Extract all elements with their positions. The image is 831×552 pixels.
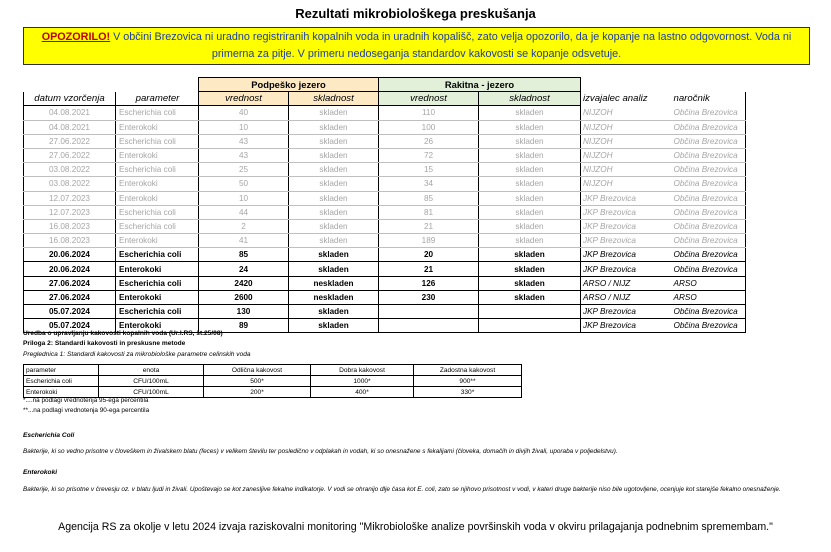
regulation-annex: Priloga 2: Standardi kakovosti in preskusne metode (23, 340, 186, 347)
cell-client: ARSO (668, 276, 746, 290)
cell-date: 04.08.2021 (24, 120, 116, 134)
cell-analyst: JKP Brezovica (581, 319, 668, 333)
regulation-table-caption: Preglednica 1: Standardi kakovosti za mikrobiološke parametre celinskih voda (23, 351, 251, 358)
cell-parameter: Escherichia coli (116, 305, 199, 319)
standards-row (24, 387, 522, 398)
cell-rakitna-value: 72 (379, 148, 479, 162)
cell-date: 27.06.2024 (24, 290, 116, 304)
cell-rakitna-value: 230 (379, 290, 479, 304)
cell-podpesko-compliance: skladen (289, 177, 379, 191)
cell-podpesko-compliance: skladen (289, 305, 379, 319)
cell-rakitna-compliance: skladen (479, 148, 581, 162)
cell-rakitna-value: 126 (379, 276, 479, 290)
cell-podpesko-compliance: skladen (289, 219, 379, 233)
cell-podpesko-value: 2 (199, 219, 289, 233)
header-analyst: izvajalec analiz (581, 92, 668, 106)
cell-rakitna-compliance: skladen (479, 205, 581, 219)
cell-analyst: JKP Brezovica (581, 205, 668, 219)
cell-rakitna-compliance (479, 319, 581, 333)
cell-date: 03.08.2022 (24, 163, 116, 177)
cell-date: 04.08.2021 (24, 106, 116, 120)
cell-podpesko-value: 25 (199, 163, 289, 177)
cell-analyst: JKP Brezovica (581, 234, 668, 248)
cell-podpesko-value: 41 (199, 234, 289, 248)
page-title: Rezultati mikrobiološkega preskušanja (295, 6, 536, 21)
cell-date: 20.06.2024 (24, 248, 116, 262)
cell-client: Občina Brezovica (668, 205, 746, 219)
cell-date: 03.08.2022 (24, 177, 116, 191)
cell-analyst: NIJZOH (581, 163, 668, 177)
cell-rakitna-compliance: skladen (479, 177, 581, 191)
cell-date: 12.07.2023 (24, 205, 116, 219)
cell-analyst: NIJZOH (581, 177, 668, 191)
table-row (24, 148, 746, 162)
cell-parameter: Enterokoki (116, 148, 199, 162)
header-parameter: parameter (116, 92, 199, 106)
table-row (24, 106, 746, 120)
cell-rakitna-value: 189 (379, 234, 479, 248)
cell-parameter: Enterokoki (116, 177, 199, 191)
cell-parameter: Escherichia coli (116, 134, 199, 148)
table-row (24, 120, 746, 134)
cell-rakitna-compliance: skladen (479, 106, 581, 120)
table-row (24, 234, 746, 248)
group-rakitna-jezero: Rakitna - jezero (379, 78, 581, 92)
cell-rakitna-compliance (479, 305, 581, 319)
standards-cell: 330* (414, 387, 522, 398)
cell-date: 05.07.2024 (24, 305, 116, 319)
standards-table (23, 364, 522, 398)
cell-analyst: NIJZOH (581, 120, 668, 134)
cell-podpesko-value: 10 (199, 120, 289, 134)
cell-parameter: Escherichia coli (116, 276, 199, 290)
ecoli-description: Bakterije, ki so vedno prisotne v človeškem in živalskem blatu (feces) v velikem številu ter posledično v odplakah in vodah, ki so onesnažene s fekalijami (človeka, domačih in divjih živali, uporaba v poljedelstvu). (23, 448, 618, 455)
standards-cell: 400* (311, 387, 414, 398)
cell-podpesko-compliance: neskladen (289, 276, 379, 290)
standards-cell: 900** (414, 376, 522, 387)
standards-header-cell: Dobra kakovost (311, 365, 414, 376)
cell-analyst: ARSO / NIJZ (581, 290, 668, 304)
cell-client: Občina Brezovica (668, 219, 746, 233)
cell-client: Občina Brezovica (668, 120, 746, 134)
cell-client: Občina Brezovica (668, 148, 746, 162)
cell-rakitna-value: 21 (379, 262, 479, 276)
cell-parameter: Enterokoki (116, 120, 199, 134)
standards-row (24, 376, 522, 387)
cell-podpesko-compliance: neskladen (289, 290, 379, 304)
cell-parameter: Enterokoki (116, 290, 199, 304)
cell-date: 16.08.2023 (24, 219, 116, 233)
regulation-title: Uredba o upravljanju kakovosti kopalnih voda (Ur.l.RS, št.25/08) (23, 330, 223, 337)
table-row (24, 177, 746, 191)
table-row (24, 248, 746, 262)
cell-analyst: NIJZOH (581, 106, 668, 120)
cell-rakitna-compliance: skladen (479, 163, 581, 177)
cell-podpesko-value: 43 (199, 134, 289, 148)
cell-rakitna-value: 85 (379, 191, 479, 205)
cell-client: Občina Brezovica (668, 163, 746, 177)
cell-client: ARSO (668, 290, 746, 304)
cell-rakitna-value (379, 319, 479, 333)
cell-date: 12.07.2023 (24, 191, 116, 205)
cell-parameter: Enterokoki (116, 319, 199, 333)
cell-analyst: JKP Brezovica (581, 262, 668, 276)
cell-client: Občina Brezovica (668, 134, 746, 148)
cell-podpesko-compliance: skladen (289, 319, 379, 333)
cell-rakitna-compliance: skladen (479, 120, 581, 134)
cell-rakitna-compliance: skladen (479, 134, 581, 148)
warning-text: V občini Brezovica ni uradno registriranih kopalnih voda in uradnih kopališč, zato velja opozorilo, da je kopanje na lastno odgovornost. Voda ni primerna za pitje. V primeru nedoseganja standardov kakovosti se kopanje odsvetuje. (110, 31, 792, 60)
table-row (24, 191, 746, 205)
cell-analyst: NIJZOH (581, 148, 668, 162)
cell-analyst: NIJZOH (581, 134, 668, 148)
cell-rakitna-value (379, 305, 479, 319)
cell-analyst: JKP Brezovica (581, 248, 668, 262)
standards-header-cell: enota (99, 365, 204, 376)
cell-rakitna-compliance: skladen (479, 290, 581, 304)
cell-podpesko-value: 44 (199, 205, 289, 219)
header-rakitna-value: vrednost (379, 92, 479, 106)
cell-podpesko-compliance: skladen (289, 163, 379, 177)
cell-client: Občina Brezovica (668, 248, 746, 262)
cell-client: Občina Brezovica (668, 305, 746, 319)
cell-analyst: JKP Brezovica (581, 219, 668, 233)
cell-client: Občina Brezovica (668, 319, 746, 333)
cell-podpesko-compliance: skladen (289, 191, 379, 205)
standards-header-row (24, 365, 522, 376)
cell-podpesko-value: 130 (199, 305, 289, 319)
cell-parameter: Escherichia coli (116, 163, 199, 177)
cell-date: 27.06.2022 (24, 134, 116, 148)
header-date: datum vzorčenja (24, 92, 116, 106)
table-row (24, 262, 746, 276)
cell-podpesko-value: 2600 (199, 290, 289, 304)
enterokoki-heading: Enterokoki (23, 469, 58, 476)
cell-analyst: JKP Brezovica (581, 191, 668, 205)
cell-podpesko-compliance: skladen (289, 120, 379, 134)
footer-note: Agencija RS za okolje v letu 2024 izvaja raziskovalni monitoring "Mikrobiološke analize površinskih voda v okviru prilagajanja podnebnim spremembam." (58, 521, 773, 533)
cell-rakitna-value: 34 (379, 177, 479, 191)
cell-podpesko-compliance: skladen (289, 106, 379, 120)
cell-podpesko-value: 24 (199, 262, 289, 276)
cell-parameter: Enterokoki (116, 262, 199, 276)
cell-podpesko-compliance: skladen (289, 234, 379, 248)
cell-podpesko-compliance: skladen (289, 205, 379, 219)
cell-client: Občina Brezovica (668, 177, 746, 191)
cell-rakitna-value: 81 (379, 205, 479, 219)
standards-cell: CFU/100mL (99, 376, 204, 387)
cell-podpesko-value: 43 (199, 148, 289, 162)
standards-cell: 500* (204, 376, 311, 387)
table-row (24, 219, 746, 233)
table-row (24, 290, 746, 304)
cell-podpesko-value: 10 (199, 191, 289, 205)
cell-date: 05.07.2024 (24, 319, 116, 333)
cell-rakitna-compliance: skladen (479, 234, 581, 248)
cell-date: 27.06.2022 (24, 148, 116, 162)
table-row (24, 305, 746, 319)
cell-parameter: Escherichia coli (116, 106, 199, 120)
cell-rakitna-value: 100 (379, 120, 479, 134)
cell-rakitna-compliance: skladen (479, 248, 581, 262)
ecoli-heading: Escherichia Coli (23, 432, 75, 439)
cell-date: 16.08.2023 (24, 234, 116, 248)
note-95-percentile: *....na podlagi vrednotenja 95-ega percentila (23, 397, 149, 404)
cell-rakitna-value: 15 (379, 163, 479, 177)
warning-label: OPOZORILO! (41, 31, 111, 43)
cell-parameter: Escherichia coli (116, 219, 199, 233)
cell-rakitna-value: 20 (379, 248, 479, 262)
cell-podpesko-value: 40 (199, 106, 289, 120)
cell-podpesko-value: 89 (199, 319, 289, 333)
cell-client: Občina Brezovica (668, 106, 746, 120)
header-podpesko-value: vrednost (199, 92, 289, 106)
standards-header-cell: Zadostna kakovost (414, 365, 522, 376)
cell-podpesko-value: 50 (199, 177, 289, 191)
group-podpesko-jezero: Podpeško jezero (199, 78, 379, 92)
cell-parameter: Enterokoki (116, 234, 199, 248)
note-90-percentile: **...na podlagi vrednotenja 90-ega percentila (23, 407, 150, 414)
cell-rakitna-compliance: skladen (479, 191, 581, 205)
header-podpesko-compliance: skladnost (289, 92, 379, 106)
cell-parameter: Escherichia coli (116, 205, 199, 219)
cell-parameter: Enterokoki (116, 191, 199, 205)
cell-rakitna-compliance: skladen (479, 262, 581, 276)
cell-podpesko-value: 85 (199, 248, 289, 262)
cell-rakitna-value: 26 (379, 134, 479, 148)
cell-podpesko-compliance: skladen (289, 248, 379, 262)
table-row (24, 205, 746, 219)
enterokoki-description: Bakterije, ki so prisotne v črevesju oz. v blatu ljudi in živali. Upoštevajo se kot zanesljive fekalne indikatorje. V vodi se ohranijo dlje časa kot E. coli, zato se njihovo prisotnost v vodi, v kateri druge bakterije niso bile ugotovljene, ocenjuje kot starejše fekalno onesnaženje. (23, 486, 781, 493)
warning-box (23, 27, 810, 65)
cell-analyst: ARSO / NIJZ (581, 276, 668, 290)
cell-client: Občina Brezovica (668, 234, 746, 248)
standards-header-cell: parameter (24, 365, 99, 376)
cell-client: Občina Brezovica (668, 191, 746, 205)
cell-podpesko-compliance: skladen (289, 148, 379, 162)
standards-cell: 1000* (311, 376, 414, 387)
table-row (24, 276, 746, 290)
table-row (24, 134, 746, 148)
standards-cell: 200* (204, 387, 311, 398)
cell-podpesko-compliance: skladen (289, 134, 379, 148)
standards-cell: CFU/100mL (99, 387, 204, 398)
standards-header-cell: Odlična kakovost (204, 365, 311, 376)
cell-podpesko-value: 2420 (199, 276, 289, 290)
cell-rakitna-compliance: skladen (479, 276, 581, 290)
header-rakitna-compliance: skladnost (479, 92, 581, 106)
cell-client: Občina Brezovica (668, 262, 746, 276)
cell-rakitna-value: 110 (379, 106, 479, 120)
standards-cell: Enterokoki (24, 387, 99, 398)
standards-cell: Escherichia coli (24, 376, 99, 387)
cell-rakitna-compliance: skladen (479, 219, 581, 233)
cell-date: 27.06.2024 (24, 276, 116, 290)
cell-parameter: Escherichia coli (116, 248, 199, 262)
cell-rakitna-value: 21 (379, 219, 479, 233)
cell-date: 20.06.2024 (24, 262, 116, 276)
table-row (24, 163, 746, 177)
results-table (23, 77, 746, 333)
cell-analyst: JKP Brezovica (581, 305, 668, 319)
cell-podpesko-compliance: skladen (289, 262, 379, 276)
header-client: naročnik (668, 92, 746, 106)
